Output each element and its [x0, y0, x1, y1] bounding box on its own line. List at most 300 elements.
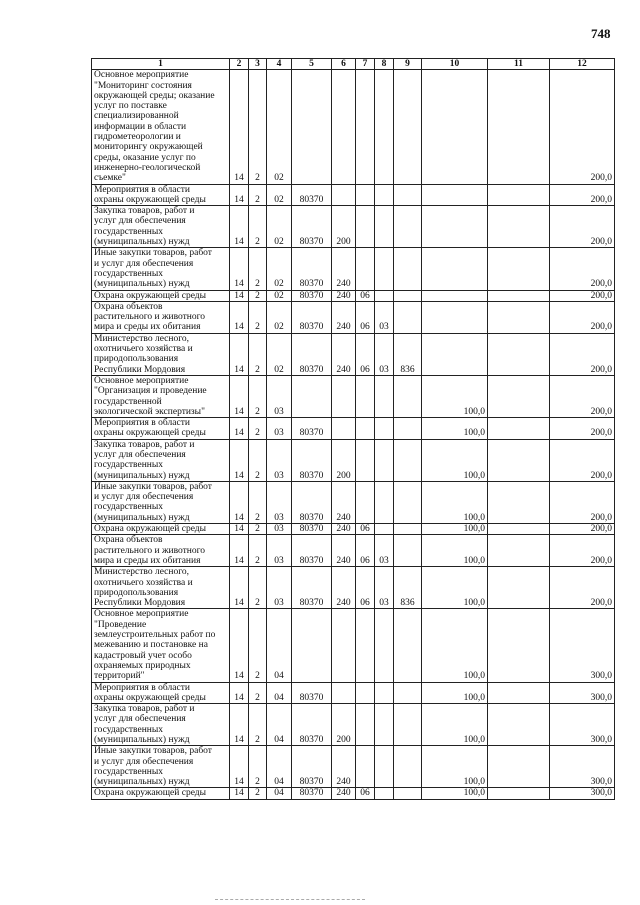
cell-c2: 14 — [230, 418, 249, 440]
cell-c3: 2 — [249, 704, 267, 746]
cell-c5: 80370 — [292, 439, 332, 481]
cell-c12: 200,0 — [550, 439, 615, 481]
cell-c6: 240 — [332, 301, 356, 333]
cell-c3: 2 — [249, 746, 267, 788]
row-name-line: (муниципальных) нужд — [94, 512, 190, 523]
cell-c4: 03 — [267, 375, 292, 417]
cell-c4: 03 — [267, 481, 292, 523]
cell-c4: 04 — [267, 704, 292, 746]
row-name-cell — [92, 206, 230, 248]
table-row — [92, 70, 615, 184]
cell-c4: 04 — [267, 746, 292, 788]
table-row — [92, 704, 615, 746]
cell-c6: 240 — [332, 481, 356, 523]
cell-c3: 2 — [249, 301, 267, 333]
cell-c11 — [488, 439, 550, 481]
cell-c11 — [488, 375, 550, 417]
cell-c11 — [488, 418, 550, 440]
cell-c2: 14 — [230, 70, 249, 184]
cell-c5: 80370 — [292, 301, 332, 333]
bottom-scan-artifact — [215, 899, 365, 901]
row-name-line: Иные закупки товаров, работ — [94, 248, 212, 259]
row-name-line: информации в области — [94, 121, 187, 132]
cell-c8 — [375, 609, 394, 682]
column-header-2: 2 — [230, 59, 249, 70]
row-name-line: Иные закупки товаров, работ — [94, 746, 212, 757]
row-name-cell — [92, 184, 230, 206]
cell-c3: 2 — [249, 333, 267, 375]
cell-c11 — [488, 248, 550, 290]
cell-c9 — [394, 746, 422, 788]
cell-c8 — [375, 248, 394, 290]
cell-c12: 200,0 — [550, 248, 615, 290]
row-name-line: Охрана окружающей среды — [94, 788, 207, 799]
cell-c7 — [356, 609, 375, 682]
cell-c10 — [422, 290, 488, 301]
cell-c5: 80370 — [292, 524, 332, 535]
table-header — [92, 59, 615, 70]
cell-c10: 100,0 — [422, 567, 488, 609]
cell-c4: 03 — [267, 535, 292, 567]
row-name-line: Мероприятия в области — [94, 184, 190, 195]
row-name-cell — [92, 481, 230, 523]
row-name-line: гидрометеорологии и — [94, 132, 181, 143]
cell-c8 — [375, 375, 394, 417]
cell-c11 — [488, 290, 550, 301]
row-name-line: услуг по поставке — [94, 101, 167, 112]
table-row — [92, 524, 615, 535]
cell-c8: 03 — [375, 567, 394, 609]
column-header-10: 10 — [422, 59, 488, 70]
cell-c7 — [356, 70, 375, 184]
cell-c12: 300,0 — [550, 788, 615, 799]
column-header-11: 11 — [488, 59, 550, 70]
cell-c3: 2 — [249, 418, 267, 440]
row-name-line: Основное мероприятие — [94, 70, 189, 81]
cell-c9 — [394, 481, 422, 523]
cell-c5: 80370 — [292, 333, 332, 375]
row-name-line: услуг для обеспечения — [94, 449, 186, 460]
cell-c4: 02 — [267, 290, 292, 301]
cell-c4: 02 — [267, 70, 292, 184]
table-row — [92, 788, 615, 799]
cell-c3: 2 — [249, 439, 267, 481]
cell-c12: 300,0 — [550, 682, 615, 704]
cell-c3: 2 — [249, 535, 267, 567]
cell-c3: 2 — [249, 70, 267, 184]
table-row — [92, 184, 615, 206]
cell-c12: 300,0 — [550, 609, 615, 682]
cell-c5: 80370 — [292, 682, 332, 704]
cell-c12: 200,0 — [550, 206, 615, 248]
cell-c4: 03 — [267, 524, 292, 535]
cell-c2: 14 — [230, 184, 249, 206]
cell-c11 — [488, 206, 550, 248]
cell-c6 — [332, 375, 356, 417]
cell-c4: 02 — [267, 184, 292, 206]
row-name-line: экологической экспертизы" — [94, 406, 205, 417]
row-name-line: среды, оказание услуг по — [94, 152, 196, 163]
cell-c10: 100,0 — [422, 439, 488, 481]
table-row — [92, 682, 615, 704]
table-row — [92, 301, 615, 333]
cell-c3: 2 — [249, 481, 267, 523]
row-name-line: государственных — [94, 460, 164, 471]
cell-c6: 200 — [332, 439, 356, 481]
row-name-line: Иные закупки товаров, работ — [94, 481, 212, 492]
cell-c12: 200,0 — [550, 290, 615, 301]
table-body — [92, 70, 615, 799]
row-name-line: государственных — [94, 766, 164, 777]
cell-c12: 200,0 — [550, 418, 615, 440]
cell-c2: 14 — [230, 290, 249, 301]
cell-c7 — [356, 206, 375, 248]
cell-c6: 200 — [332, 704, 356, 746]
cell-c10: 100,0 — [422, 746, 488, 788]
row-name-cell — [92, 301, 230, 333]
cell-c3: 2 — [249, 788, 267, 799]
cell-c9 — [394, 788, 422, 799]
row-name-line: Министерство лесного, — [94, 333, 189, 344]
cell-c11 — [488, 609, 550, 682]
row-name-line: Основное мероприятие — [94, 609, 189, 620]
row-name-line: услуг для обеспечения — [94, 714, 186, 725]
cell-c10: 100,0 — [422, 535, 488, 567]
cell-c6 — [332, 184, 356, 206]
cell-c7: 06 — [356, 567, 375, 609]
cell-c8 — [375, 682, 394, 704]
column-header-1: 1 — [92, 59, 230, 70]
cell-c10: 100,0 — [422, 609, 488, 682]
row-name-line: государственных — [94, 268, 164, 279]
row-name-line: "Проведение — [94, 619, 147, 630]
cell-c12: 200,0 — [550, 333, 615, 375]
row-name-line: государственных — [94, 502, 164, 513]
table-row — [92, 290, 615, 301]
cell-c5 — [292, 375, 332, 417]
cell-c11 — [488, 746, 550, 788]
cell-c8 — [375, 439, 394, 481]
table-row — [92, 535, 615, 567]
cell-c11 — [488, 704, 550, 746]
cell-c5 — [292, 609, 332, 682]
cell-c4: 03 — [267, 439, 292, 481]
column-header-4: 4 — [267, 59, 292, 70]
row-name-line: Республики Мордовия — [94, 598, 186, 609]
cell-c10: 100,0 — [422, 418, 488, 440]
cell-c7 — [356, 439, 375, 481]
row-name-cell — [92, 567, 230, 609]
cell-c10: 100,0 — [422, 788, 488, 799]
cell-c4: 04 — [267, 609, 292, 682]
cell-c2: 14 — [230, 301, 249, 333]
cell-c10 — [422, 248, 488, 290]
cell-c11 — [488, 682, 550, 704]
cell-c9: 836 — [394, 567, 422, 609]
cell-c2: 14 — [230, 609, 249, 682]
row-name-line: государственных — [94, 226, 164, 237]
row-name-line: мира и среды их обитания — [94, 322, 201, 333]
cell-c4: 02 — [267, 206, 292, 248]
row-name-line: Мероприятия в области — [94, 418, 190, 429]
cell-c9: 836 — [394, 333, 422, 375]
cell-c9 — [394, 682, 422, 704]
row-name-line: Охрана объектов — [94, 535, 163, 546]
cell-c8: 03 — [375, 333, 394, 375]
cell-c7: 06 — [356, 524, 375, 535]
cell-c6: 240 — [332, 333, 356, 375]
row-name-line: Охрана объектов — [94, 301, 163, 312]
cell-c6: 240 — [332, 290, 356, 301]
cell-c9 — [394, 301, 422, 333]
cell-c2: 14 — [230, 682, 249, 704]
row-name-line: охраны окружающей среды — [94, 692, 206, 703]
cell-c7 — [356, 704, 375, 746]
cell-c9 — [394, 70, 422, 184]
cell-c12: 200,0 — [550, 70, 615, 184]
cell-c4: 04 — [267, 682, 292, 704]
cell-c8 — [375, 788, 394, 799]
cell-c8 — [375, 704, 394, 746]
row-name-cell — [92, 682, 230, 704]
row-name-line: и услуг для обеспечения — [94, 492, 194, 503]
cell-c8 — [375, 524, 394, 535]
cell-c11 — [488, 184, 550, 206]
row-name-line: (муниципальных) нужд — [94, 237, 190, 248]
row-name-line: Охрана окружающей среды — [94, 524, 207, 535]
cell-c12: 200,0 — [550, 481, 615, 523]
table-row — [92, 248, 615, 290]
cell-c11 — [488, 788, 550, 799]
cell-c8 — [375, 481, 394, 523]
row-name-line: и услуг для обеспечения — [94, 756, 194, 767]
cell-c7 — [356, 375, 375, 417]
cell-c3: 2 — [249, 375, 267, 417]
cell-c2: 14 — [230, 746, 249, 788]
cell-c12: 300,0 — [550, 704, 615, 746]
cell-c5: 80370 — [292, 481, 332, 523]
cell-c3: 2 — [249, 567, 267, 609]
cell-c2: 14 — [230, 567, 249, 609]
cell-c7 — [356, 248, 375, 290]
row-name-line: (муниципальных) нужд — [94, 279, 190, 290]
cell-c2: 14 — [230, 248, 249, 290]
row-name-line: Охрана окружающей среды — [94, 290, 207, 301]
row-name-line: охраны окружающей среды — [94, 428, 206, 439]
cell-c6: 200 — [332, 206, 356, 248]
cell-c5: 80370 — [292, 746, 332, 788]
row-name-line: Закупка товаров, работ и — [94, 206, 195, 217]
cell-c5: 80370 — [292, 418, 332, 440]
row-name-line: охраняемых природных — [94, 660, 191, 671]
column-header-6: 6 — [332, 59, 356, 70]
row-name-line: государственных — [94, 724, 164, 735]
row-name-cell — [92, 375, 230, 417]
cell-c7: 06 — [356, 290, 375, 301]
cell-c4: 03 — [267, 567, 292, 609]
row-name-line: (муниципальных) нужд — [94, 777, 190, 788]
row-name-line: "Мониторинг состояния — [94, 80, 192, 91]
cell-c5: 80370 — [292, 248, 332, 290]
column-header-5: 5 — [292, 59, 332, 70]
row-name-cell — [92, 439, 230, 481]
cell-c6: 240 — [332, 788, 356, 799]
column-header-7: 7 — [356, 59, 375, 70]
cell-c3: 2 — [249, 206, 267, 248]
header-row — [92, 59, 615, 70]
row-name-line: охраны окружающей среды — [94, 194, 206, 205]
cell-c3: 2 — [249, 682, 267, 704]
row-name-line: кадастровый учет особо — [94, 650, 192, 661]
row-name-line: Республики Мордовия — [94, 364, 186, 375]
cell-c9 — [394, 418, 422, 440]
cell-c8 — [375, 746, 394, 788]
cell-c12: 300,0 — [550, 746, 615, 788]
table-row — [92, 333, 615, 375]
row-name-cell — [92, 248, 230, 290]
row-name-cell — [92, 788, 230, 799]
row-name-cell — [92, 746, 230, 788]
cell-c5: 80370 — [292, 704, 332, 746]
cell-c10 — [422, 301, 488, 333]
cell-c9 — [394, 609, 422, 682]
cell-c6: 240 — [332, 567, 356, 609]
row-name-line: государственной — [94, 396, 162, 407]
column-header-3: 3 — [249, 59, 267, 70]
column-header-9: 9 — [394, 59, 422, 70]
cell-c8: 03 — [375, 535, 394, 567]
cell-c5: 80370 — [292, 206, 332, 248]
row-name-line: мониторингу окружающей — [94, 142, 203, 153]
cell-c3: 2 — [249, 248, 267, 290]
table-row — [92, 609, 615, 682]
table-row — [92, 206, 615, 248]
column-header-8: 8 — [375, 59, 394, 70]
row-name-line: специализированной — [94, 111, 179, 122]
cell-c2: 14 — [230, 206, 249, 248]
cell-c6: 240 — [332, 524, 356, 535]
cell-c6: 240 — [332, 248, 356, 290]
row-name-line: Мероприятия в области — [94, 682, 190, 693]
cell-c8 — [375, 184, 394, 206]
cell-c9 — [394, 206, 422, 248]
cell-c10: 100,0 — [422, 524, 488, 535]
cell-c11 — [488, 535, 550, 567]
row-name-line: природопользования — [94, 587, 179, 598]
cell-c4: 02 — [267, 333, 292, 375]
row-name-line: услуг для обеспечения — [94, 216, 186, 227]
row-name-line: (муниципальных) нужд — [94, 470, 190, 481]
cell-c12: 200,0 — [550, 535, 615, 567]
cell-c2: 14 — [230, 704, 249, 746]
cell-c7 — [356, 746, 375, 788]
cell-c9 — [394, 290, 422, 301]
cell-c8 — [375, 206, 394, 248]
cell-c9 — [394, 184, 422, 206]
row-name-line: Министерство лесного, — [94, 567, 189, 578]
cell-c12: 200,0 — [550, 301, 615, 333]
cell-c10 — [422, 206, 488, 248]
cell-c6 — [332, 70, 356, 184]
row-name-line: (муниципальных) нужд — [94, 735, 190, 745]
cell-c7 — [356, 682, 375, 704]
row-name-line: инженерно-геологической — [94, 162, 201, 173]
row-name-cell — [92, 70, 230, 184]
cell-c7 — [356, 184, 375, 206]
cell-c2: 14 — [230, 535, 249, 567]
budget-table — [91, 58, 615, 800]
cell-c5 — [292, 70, 332, 184]
cell-c5: 80370 — [292, 535, 332, 567]
table-row — [92, 418, 615, 440]
cell-c5: 80370 — [292, 567, 332, 609]
cell-c11 — [488, 524, 550, 535]
cell-c10 — [422, 333, 488, 375]
cell-c12: 200,0 — [550, 375, 615, 417]
cell-c11 — [488, 567, 550, 609]
cell-c8 — [375, 290, 394, 301]
table-row — [92, 567, 615, 609]
row-name-line: природопользования — [94, 354, 179, 365]
cell-c7 — [356, 481, 375, 523]
row-name-line: Закупка товаров, работ и — [94, 704, 195, 715]
cell-c7 — [356, 418, 375, 440]
cell-c8 — [375, 70, 394, 184]
cell-c4: 03 — [267, 418, 292, 440]
cell-c3: 2 — [249, 524, 267, 535]
cell-c9 — [394, 524, 422, 535]
cell-c3: 2 — [249, 609, 267, 682]
page-number: 748 — [591, 26, 611, 41]
cell-c12: 200,0 — [550, 567, 615, 609]
cell-c5: 80370 — [292, 788, 332, 799]
row-name-cell — [92, 333, 230, 375]
row-name-line: охотничьего хозяйства и — [94, 577, 193, 588]
cell-c7: 06 — [356, 333, 375, 375]
cell-c10: 100,0 — [422, 375, 488, 417]
cell-c7: 06 — [356, 788, 375, 799]
row-name-line: Закупка товаров, работ и — [94, 439, 195, 450]
row-name-line: растительного и животного — [94, 312, 206, 323]
cell-c10: 100,0 — [422, 704, 488, 746]
cell-c2: 14 — [230, 375, 249, 417]
cell-c7: 06 — [356, 535, 375, 567]
cell-c11 — [488, 301, 550, 333]
row-name-line: и услуг для обеспечения — [94, 258, 194, 269]
cell-c2: 14 — [230, 439, 249, 481]
row-name-line: межеванию и постановке на — [94, 640, 208, 651]
cell-c3: 2 — [249, 290, 267, 301]
cell-c3: 2 — [249, 184, 267, 206]
table-row — [92, 439, 615, 481]
row-name-cell — [92, 704, 230, 746]
cell-c6: 240 — [332, 535, 356, 567]
cell-c2: 14 — [230, 481, 249, 523]
row-name-cell — [92, 290, 230, 301]
cell-c4: 02 — [267, 248, 292, 290]
cell-c8: 03 — [375, 301, 394, 333]
row-name-cell — [92, 535, 230, 567]
cell-c7: 06 — [356, 301, 375, 333]
cell-c10 — [422, 70, 488, 184]
cell-c11 — [488, 481, 550, 523]
row-name-line: территорий" — [94, 671, 145, 682]
row-name-line: растительного и животного — [94, 545, 206, 556]
cell-c12: 200,0 — [550, 524, 615, 535]
table-row — [92, 746, 615, 788]
cell-c5: 80370 — [292, 290, 332, 301]
row-name-cell — [92, 524, 230, 535]
